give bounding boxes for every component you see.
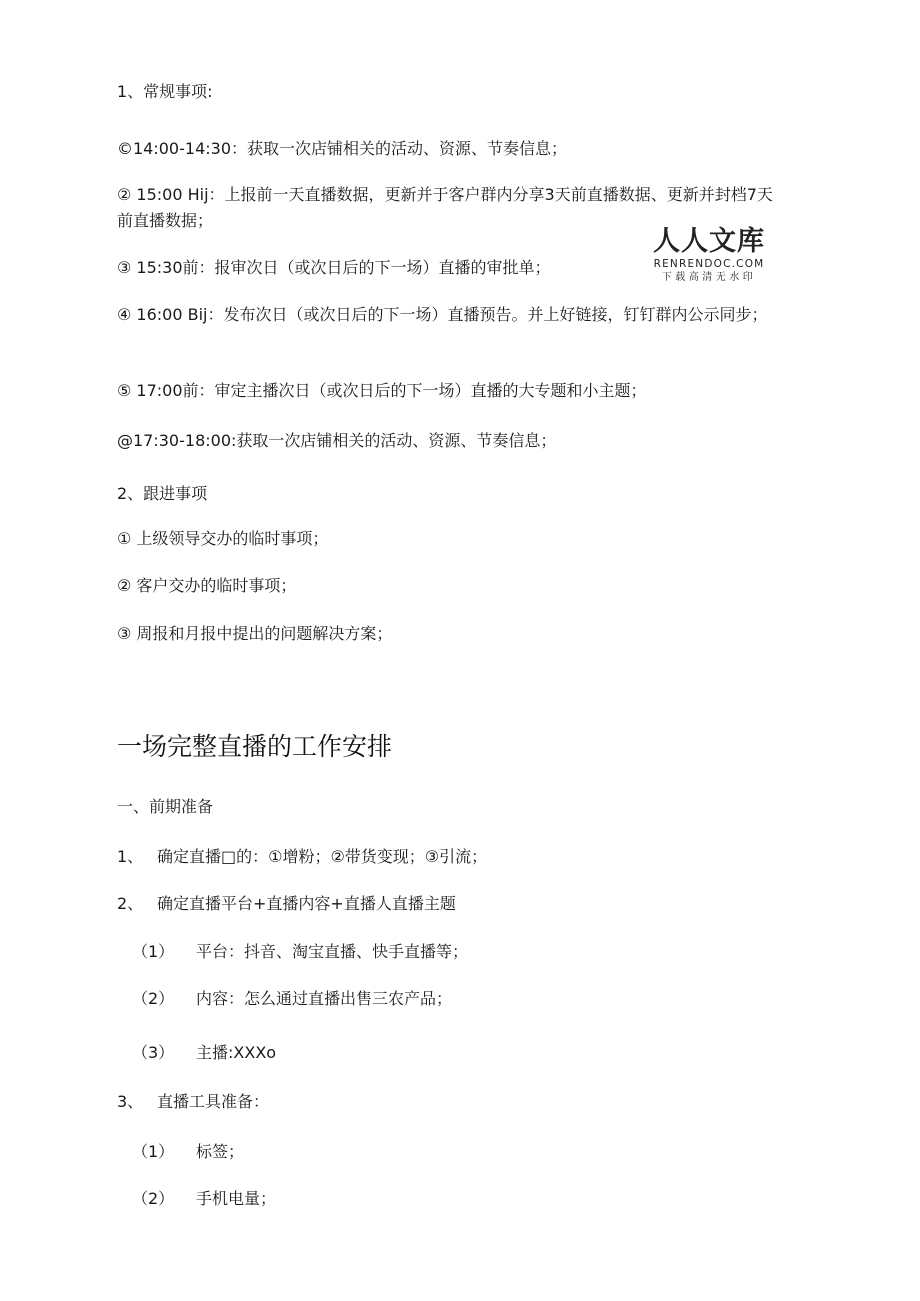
list-item: ③ 15:30前：报审次日（或次日后的下一场）直播的审批单； <box>117 258 551 277</box>
list-item: @17:30-18:00:获取一次店铺相关的活动、资源、节奏信息； <box>117 431 557 450</box>
section-title-followup: 2、跟进事项 <box>117 484 208 503</box>
sub-item <box>132 1041 276 1065</box>
sub-item-text: 主播:XXXo <box>196 1043 277 1062</box>
watermark-subtitle: 下载高清无水印 <box>661 272 757 283</box>
sub-item-number: （3） <box>132 1043 175 1062</box>
sub-item-number: （1） <box>132 942 175 961</box>
list-item: ⑤ 17:00前：审定主播次日（或次日后的下一场）直播的大专题和小主题； <box>117 381 647 400</box>
item-number: 2、 <box>117 894 144 913</box>
item-text: 确定直播□的：①增粉；②带货变现；③引流； <box>157 847 488 866</box>
list-item: ③ 周报和月报中提出的问题解决方案； <box>117 624 393 643</box>
list-item <box>117 845 487 869</box>
list-item: ② 客户交办的临时事项； <box>117 576 297 595</box>
list-item: ② 15:00 Hij：上报前一天直播数据，更新并于客户群内分享3天前直播数据、更新并封档7天前直播数据； <box>117 185 773 230</box>
item-text: 直播工具准备： <box>157 1092 270 1111</box>
sub-item-number: （2） <box>132 989 175 1008</box>
sub-item-text: 内容：怎么通过直播出售三农产品； <box>196 989 453 1008</box>
sub-item <box>132 1140 244 1164</box>
sub-item-text: 平台：抖音、淘宝直播、快手直播等； <box>196 942 469 961</box>
item-number: 3、 <box>117 1092 144 1111</box>
section-title-prep: 一、前期准备 <box>117 797 214 816</box>
list-item: ① 上级领导交办的临时事项； <box>117 529 329 548</box>
sub-item <box>132 987 452 1011</box>
sub-item <box>132 940 468 964</box>
sub-item-text: 手机电量； <box>196 1189 277 1208</box>
list-item <box>117 892 456 916</box>
sub-item-number: （1） <box>132 1142 175 1161</box>
item-text: 确定直播平台+直播内容+直播人直播主题 <box>157 894 456 913</box>
list-item <box>117 1090 269 1114</box>
watermark-title: 人人文库 <box>653 226 765 257</box>
list-item: ©14:00-14:30：获取一次店铺相关的活动、资源、节奏信息； <box>117 139 567 158</box>
watermark-url: RENRENDOC.COM <box>653 258 765 270</box>
sub-item-number: （2） <box>132 1189 175 1208</box>
sub-item <box>132 1187 276 1211</box>
watermark-logo <box>646 226 772 288</box>
page-heading: 一场完整直播的工作安排 <box>117 732 393 761</box>
sub-item-text: 标签； <box>196 1142 245 1161</box>
section-title-regular: 1、常规事项: <box>117 82 213 101</box>
list-item: ④ 16:00 Bij：发布次日（或次日后的下一场）直播预告。并上好链接，钉钉群内公示同步； <box>117 305 768 324</box>
item-number: 1、 <box>117 847 144 866</box>
